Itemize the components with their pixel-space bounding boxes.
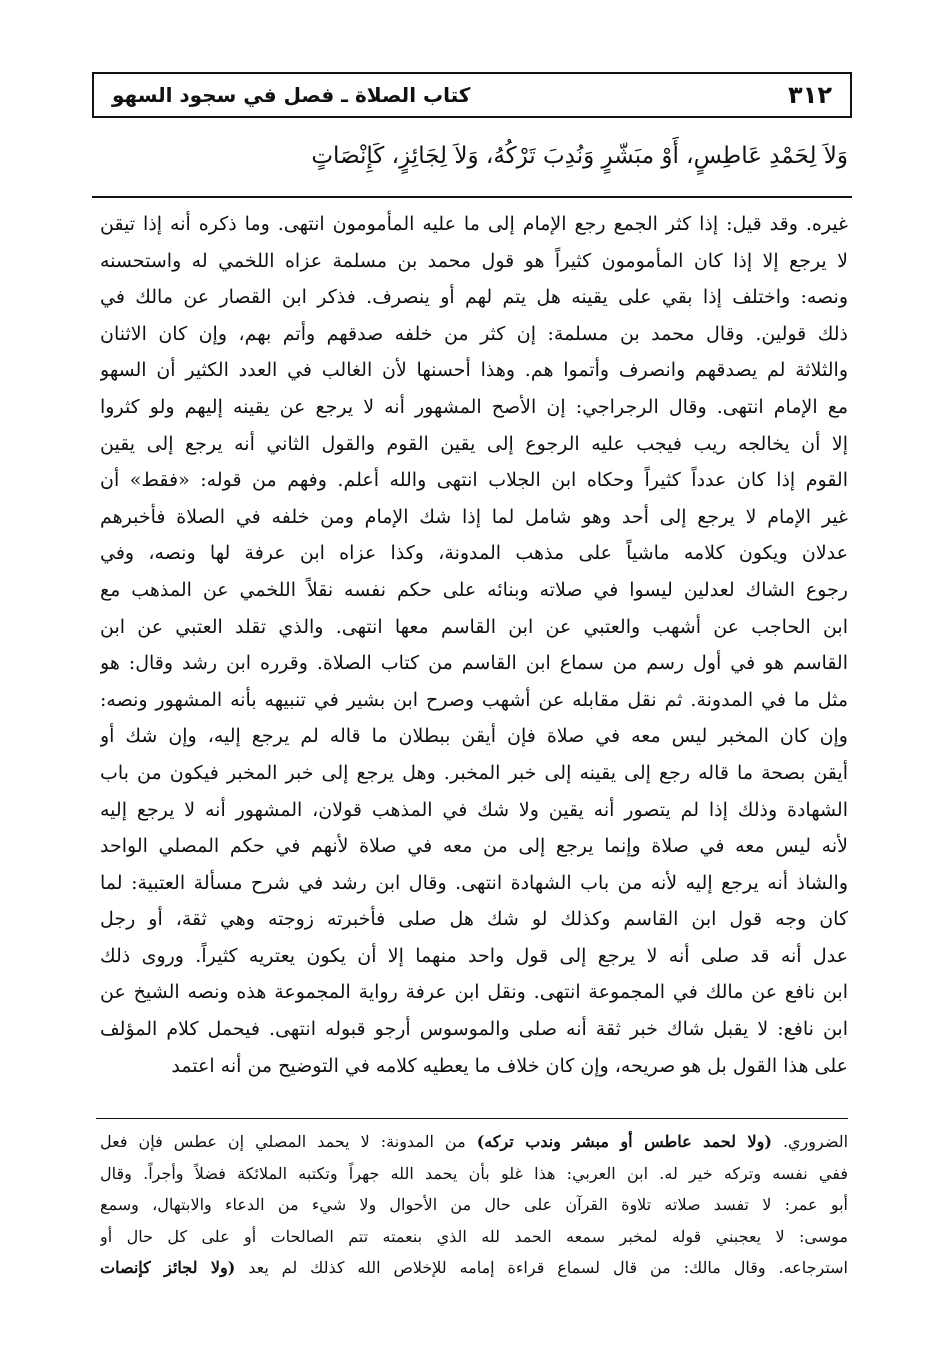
footnote-text: من المدونة: لا يحمد المصلي إن عطس فإن فعل <box>100 1132 477 1151</box>
commentary-line: ابن نافع: لا يقبل شاك خبر ثقة أنه صلى والموسوس أرجو قبوله انتهى. فيحمل كلام المؤلف <box>100 1018 848 1041</box>
page-header <box>92 72 852 118</box>
commentary-line: والثلاثة لم يصدقهم وانصرف وأتموا هم. وهذا أحسنها لأن الغالب في العدد الكثير أن السهو <box>100 359 848 382</box>
commentary-line: عدل أنه قد صلى أنه لا يرجع إلى قول واحد منهما إلا أن يكون يعتريه كثيراً. وروى ذلك <box>100 944 848 967</box>
footnote-line <box>100 1252 848 1284</box>
footnote-line: أبو عمر: لا تفسد صلاته تلاوة القرآن على حال من الأحوال ولا شيء من الدعاء والابتهال، وسمع <box>100 1195 848 1214</box>
commentary-line: مثل ما في المدونة. ثم نقل مقابله عن أشهب وصرح ابن بشير في تنبيهه بأنه المشهور ونصه: <box>100 688 848 711</box>
footnote-line: موسى: لا يعجبني قوله لمخبر سمعه الحمد لله الذي بنعمته تتم الصالحات أو على كل حال أو <box>100 1226 848 1246</box>
commentary-line: كان وجه قول ابن القاسم وكذلك لو شك هل صلى فأخبرته زوجته وهي ثقة، أو رجل <box>100 908 848 931</box>
commentary-line: أيقن بصحة ما قاله رجع إلى يقينه إلى خبر المخبر. وهل يرجع إلى خبر المخبر فيكون من باب <box>100 761 848 784</box>
page-number: ٣١٢ <box>788 81 832 109</box>
footnote-line: ففي نفسه وتركه خير له. ابن العربي: هذا غلو بأن يحمد الله جهراً وتكتبه الملائكة فضلاً وأجراً. وقال <box>100 1163 848 1183</box>
matn-text: وَلاَ لِحَمْدِ عَاطِسٍ، أَوْ مبَشّرٍ وَنُدِبَ تَرْكُهُ، وَلاَ لِجَائِزٍ، كَإِنْصَاتٍ <box>311 143 848 169</box>
footnote-line <box>100 1126 848 1158</box>
commentary-line: غيره. وقد قيل: إذا كثر الجمع رجع الإمام إلى ما عليه المأمومون انتهى. وما ذكره أنه إذا تيقن <box>100 213 848 235</box>
commentary-line: لأنه ليس معه في صلاة وإنما يرجع إلى من معه في صلاة لأنهم في حكم المصلي الواحد <box>100 835 848 858</box>
footnote-divider <box>96 1118 848 1119</box>
commentary-line: مع الإمام انتهى. وقال الرجراجي: إن الأصح المشهور أنه لا يرجع عن يقينه إليهم ولو كثروا <box>100 395 848 418</box>
footnote-matn-quote: (ولا لجائز كإنصات <box>100 1258 236 1277</box>
commentary-line: الشهادة وذلك إذا لم يتصور أنه يقين ولا شك في المذهب قولان، المشهور أنه لا يرجع إليه <box>100 798 848 821</box>
commentary-line: ابن نافع عن مالك في المجموعة انتهى. ونقل ابن عرفة رواية المجموعة هذه ونصه الشيخ عن <box>100 981 848 1004</box>
footnote-matn-quote: (ولا لحمد عاطس أو مبشر وندب تركه) <box>476 1132 772 1151</box>
commentary-line: غير الإمام لا يرجع إلى أحد وهو شامل لما إذا شك الإمام ومن خلفه في الصلاة فأخبرهم <box>100 505 848 528</box>
commentary-line: والشاذ أنه يرجع إليه لأنه من باب الشهادة انتهى. وقال ابن رشد في شرح مسألة العتبية: لما <box>100 871 848 894</box>
matn-divider <box>92 196 852 198</box>
commentary-line: القاسم هو في أول رسم من سماع ابن القاسم من كتاب الصلاة. وقرره ابن رشد وقال: هو <box>100 652 848 675</box>
commentary-line: وإن كان المخبر ليس معه في صلاة فإن أيقن ببطلان ما قاله لم يرجع إليه، وإن شك أو <box>100 725 848 748</box>
footnote-text: الضروري. <box>771 1132 848 1151</box>
commentary-body <box>100 206 848 1084</box>
commentary-line: ذلك قولين. وقال محمد بن مسلمة: إن كثر من خلفه صدقهم وأتم بهم، وإن كان الاثنان <box>100 322 848 345</box>
footnote-text: استرجاعه. وقال مالك: من قال لسماع قراءة إمامه للإخلاص الله كذلك لم يعد <box>235 1258 848 1277</box>
footnotes <box>100 1126 848 1284</box>
commentary-line: لا يرجع إلا إذا كان المأمومون كثيراً هو قول محمد بن مسلمة عزاه اللخمي له واستحسنه <box>100 249 848 272</box>
commentary-line: عدلان ويكون كلامه ماشياً على مذهب المدونة، وكذا عزاه ابن عرفة لها ونصه، وفي <box>100 542 848 565</box>
commentary-line: ونصه: واختلف إذا بقي على يقينه هل يتم لهم أو ينصرف. فذكر ابن القصار عن مالك في <box>100 286 848 309</box>
commentary-line: ابن الحاجب عن أشهب والعتبي عن ابن القاسم معها انتهى. والذي تقلد العتبي عن ابن <box>100 615 848 638</box>
commentary-line: القوم إذا كان عدداً كثيراً وحكاه ابن الجلاب انتهى والله أعلم. وفهم من قوله: «فقط» أن <box>100 469 848 492</box>
commentary-line: رجوع الشاك لعدلين ليسوا في صلاته وبنائه على حكم نفسه نقلاً اللخمي عن المذهب مع <box>100 578 848 601</box>
commentary-line: على هذا القول بل هو صريحه، وإن كان خلاف ما يعطيه كلامه في التوضيح من أنه اعتمد <box>171 1054 848 1077</box>
running-title: كتاب الصلاة ـ فصل في سجود السهو <box>112 83 471 107</box>
commentary-line: إلا أن يخالجه ريب فيجب عليه الرجوع إلى يقين القوم والقول الثاني أنه يرجع إلى يقين <box>100 432 848 455</box>
